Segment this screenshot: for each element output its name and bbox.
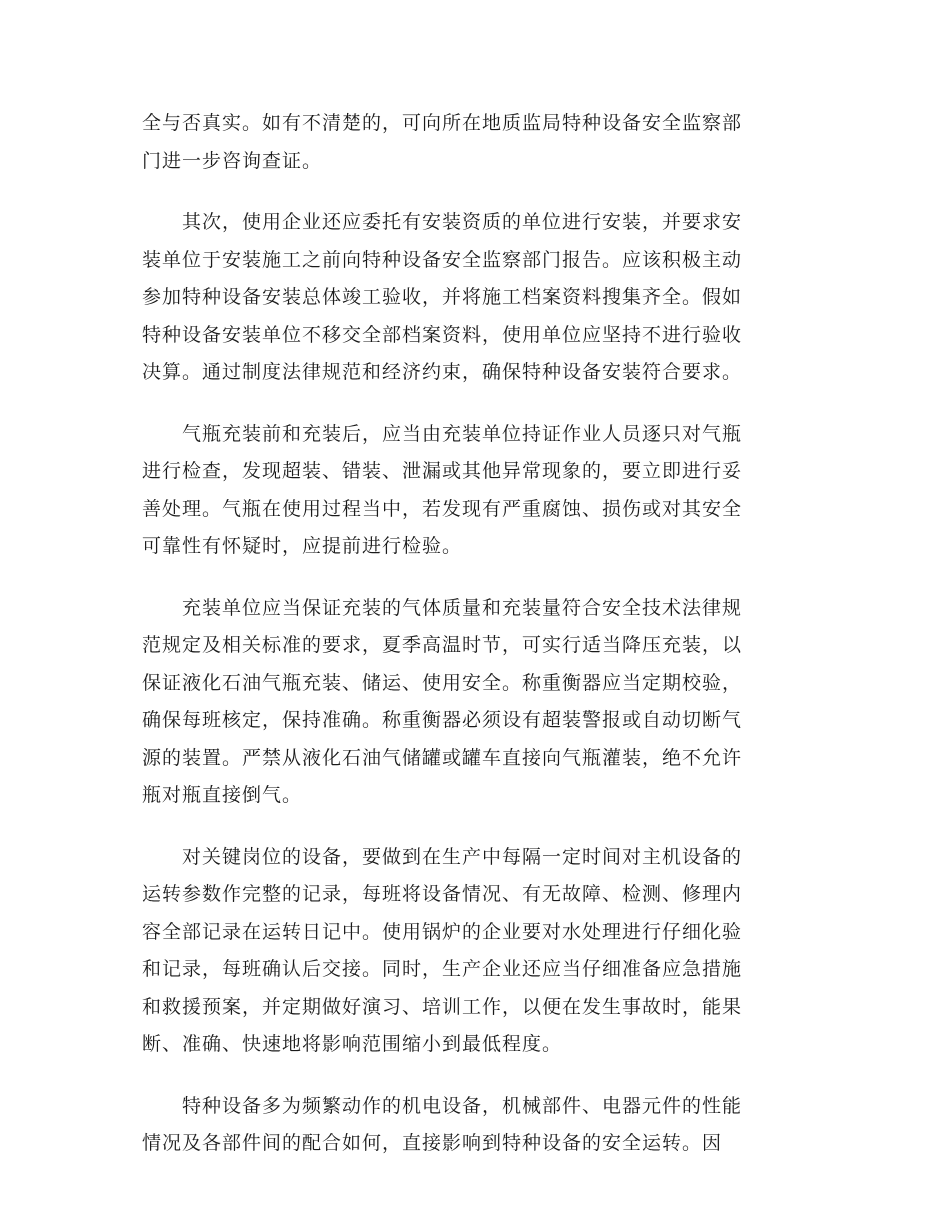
document-body [142,105,808,1187]
paragraph: 其次，使用企业还应委托有安装资质的单位进行安装，并要求安 装单位于安装施工之前向特种设备安全监察部门报告。应该积极主动 参加特种设备安装总体竣工验收，并将施工档案资料搜集齐全。假如 特种设备安装单位不移交全部档案资料，使用单位应坚持不进行验收 决算。通过制度法律规范和经济约束，确保特种设备安装符合要求。 [142,211,743,383]
paragraph: 对关键岗位的设备，要做到在生产中每隔一定时间对主机设备的 运转参数作完整的记录，每班将设备情况、有无故障、检测、修理内 容全部记录在运转日记中。使用锅炉的企业要对水处理进行仔细化验 和记录，每班确认后交接。同时，生产企业还应当仔细准备应急措施 和救援预案，并定期做好演习、培训工作，以便在发生事故时，能果 断、准确、快速地将影响范围缩小到最低程度。 [142,845,743,1055]
paragraph: 全与否真实。如有不清楚的，可向所在地质监局特种设备安全监察部 门进一步咨询查证。 [142,112,743,172]
paragraph: 充装单位应当保证充装的气体质量和充装量符合安全技术法律规 范规定及相关标准的要求，夏季高温时节，可实行适当降压充装，以 保证液化石油气瓶充装、储运、使用安全。称重衡器应当定期校验， 确保每班核定，保持准确。称重衡器必须设有超装警报或自动切断气 源的装置。严禁从液化石油气储罐或罐车直接向气瓶灌装，绝不允许 瓶对瓶直接倒气。 [142,596,743,806]
paragraph: 气瓶充装前和充装后，应当由充装单位持证作业人员逐只对气瓶 进行检查，发现超装、错装、泄漏或其他异常现象的，要立即进行妥 善处理。气瓶在使用过程当中，若发现有严重腐蚀、损伤或对其安全 可靠性有怀疑时，应提前进行检验。 [142,422,743,557]
paragraph: 特种设备多为频繁动作的机电设备，机械部件、电器元件的性能 情况及各部件间的配合如何，直接影响到特种设备的安全运转。因 [142,1094,743,1154]
